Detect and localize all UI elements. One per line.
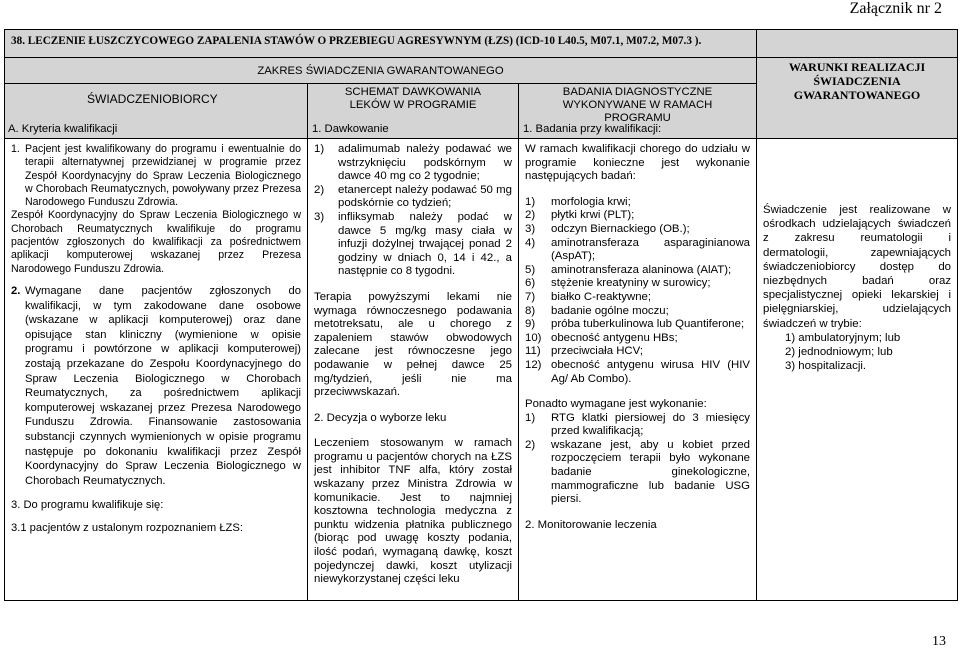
annex-label: Załącznik nr 2 [849,0,942,17]
warunki-header: WARUNKI REALIZACJI ŚWIADCZENIA GWARANTOWANEGO [757,58,958,139]
schemat-header-cell [308,84,519,139]
test-item: 4) aminotransferaza asparaginianowa (AspAT); [525,236,751,263]
program-table [4,29,958,601]
kryteria-cell [5,139,308,601]
test-item: 8) badanie ogólne moczu; [525,304,669,317]
badania-header: BADANIA DIAGNOSTYCZNE WYKONYWANE W RAMACH PROGRAMU [562,86,713,124]
zakres-header: ZAKRES ŚWIADCZENIA GWARANTOWANEGO [5,58,757,84]
dosage-list [314,143,512,279]
test-item: 6) stężenie kreatyniny w surowicy; [525,277,711,290]
dosage-item: 3) infliksymab należy podać w dawce 5 mg/kg masy ciała w infuzji dożylnej trwającej ponad 2 godziny w dniach 0, 14 i 42., a następnie co 8 tygodni. [314,210,512,278]
test-item: 11) przeciwciała HCV; [525,345,643,358]
title-blank-cell [757,30,958,58]
schemat-header: SCHEMAT DAWKOWANIA LEKÓW W PROGRAMIE [344,86,482,111]
warunki-text: Świadczenie jest realizowane w ośrodkach udzielających świadczeń z zakresu reumatologii i dermatologii, zapewniających świadczeniobiorcy dostęp do niezbędnych badań oraz specjalistycznej opieki lekarskiej i pielęgniarskiej, udzielających świadczeń w trybie: [763,204,952,330]
additional-tests-list [525,412,750,507]
test-item: 1) morfologia krwi; [525,195,631,208]
p1-text: Pacjent jest kwalifikowany do programu i ewentualnie do terapii alternatywnej przewidzianej w programie przez Zespół Koordynacyjny do Spraw Leczenia Biologicznego w Chorobach Reumatycznych, powoływany przez Prezesa Narodowego Funduszu Zdrowia. [25,143,301,209]
badania-cell [519,139,757,601]
swiadczeniobiorcy-header-cell [5,84,308,139]
swiadczeniobiorcy-header: ŚWIADCZENIOBIORCY [87,92,218,106]
test-item: 2) płytki krwi (PLT); [525,209,635,222]
test-item: 7) białko C-reaktywne; [525,290,652,303]
dawkowanie-label: 1. Dawkowanie [312,123,389,135]
section-title: 38. LECZENIE ŁUSZCZYCOWEGO ZAPALENIA STAWÓW O PRZEBIEGU AGRESYWNYM (ŁZS) (ICD-10 L40.5, M07.1, M07.2, M07.3 ). [5,30,757,58]
tests-list [525,196,750,386]
ponadto-text: Ponadto wymagane jest wykonanie: [525,398,707,411]
p2-number: 2. [11,284,21,297]
additional-test-item: 2) wskazane jest, aby u kobiet przed rozpoczęciem terapii było wykonane badanie ginekologiczne, mammograficzne lub badanie USG piersi. [525,438,751,506]
tryb-item: 1) ambulatoryjnym; lub [785,331,901,344]
p1-number: 1. [11,143,20,155]
dawkowanie-cell [308,139,519,601]
p3-text: 3. Do programu kwalifikuje się: [11,499,164,512]
dosage-item: 2) etanercept należy podawać 50 mg podskórnie co tydzień; [314,183,512,210]
monitorowanie-heading: 2. Monitorowanie leczenia [525,518,657,531]
terapia-text: Terapia powyższymi lekami nie wymaga równoczesnego podawania metotreksatu, ale u chorego z zapaleniem stawów obwodowych zalecane jest równoczesne jego podawanie w pełnej dawce 25 mg/tydzień, jeśli nie ma przeciwwskazań. [314,290,512,399]
badania-intro: W ramach kwalifikacji chorego do udziału w programie konieczne jest wykonanie następujących badań: [525,143,751,183]
test-item: 5) aminotransferaza alaninowa (AlAT); [525,263,732,276]
p1b-text: Zespół Koordynacyjny do Spraw Leczenia Biologicznego w Chorobach Reumatycznych kwalifikuje do programu pacjentów zgłoszonych do kwalifikacji za pośrednictwem aplikacji komputerowej wskazanej przez Prezesa Narodowego Funduszu Zdrowia. [11,209,301,275]
badania-header-cell [519,84,757,139]
page-number: 13 [932,634,946,649]
tryb-item: 2) jednodniowym; lub [785,346,893,359]
additional-test-item: 1) RTG klatki piersiowej do 3 miesięcy przed kwalifikacją; [525,411,751,438]
kryteria-label: A. Kryteria kwalifikacji [8,123,118,135]
test-item: 10) obecność antygenu HBs; [525,331,678,344]
test-item: 9) próba tuberkulinowa lub Quantiferone; [525,318,745,331]
test-item: 3) odczyn Biernackiego (OB.); [525,222,690,235]
decyzja-heading: 2. Decyzja o wyborze leku [314,411,447,424]
badania-kwal-label: 1. Badania przy kwalifikacji: [523,123,662,135]
p2-text: Wymagane dane pacjentów zgłoszonych do kwalifikacji, w tym zakodowane dane osobowe (wskazane w aplikacji komputerowej) oraz dane opisujące stan kliniczny (wymienione w opisie programu i powtórzone w aplikacji komputerowej) zostają przekazane do Zespołu Koordynacyjnego do Spraw Leczenia Biologicznego w Chorobach Reumatycznych, za pośrednictwem aplikacji komputerowej wskazanej przez Prezesa Narodowego Funduszu Zdrowia. Finansowanie zastosowania substancji czynnych wymienionych w opisie programu następuje po dokonaniu kwalifikacji przez Zespół Koordynacyjny do Spraw Leczenia Biologicznego w Chorobach Reumatycznych. [25,284,301,487]
p31-text: 3.1 pacjentów z ustalonym rozpoznaniem ŁZS: [11,521,243,534]
tryb-item: 3) hospitalizacji. [785,360,867,373]
dosage-item: 1) adalimumab należy podawać we wstrzyknięciu podskórnym w dawce 40 mg co 2 tygodnie; [314,143,512,183]
leczenie-text: Leczeniem stosowanym w ramach programu u pacjentów chorych na ŁZS jest inhibitor TNF alfa, który został wskazany przez Ministra Zdrowia w komunikacie. Jest to najmniej kosztowna technologia medyczna z punktu widzenia płatnika publicznego (biorąc pod uwagę koszty podania, ilość podań, wymaganą dawkę, koszt pojedynczej dawki, koszt utylizacji niewykorzystanej części leku [314,437,512,586]
warunki-cell [757,139,958,601]
tryb-list [763,331,951,374]
test-item: 12) obecność antygenu wirusa HIV (HIV Ag/ Ab Combo). [525,358,751,385]
